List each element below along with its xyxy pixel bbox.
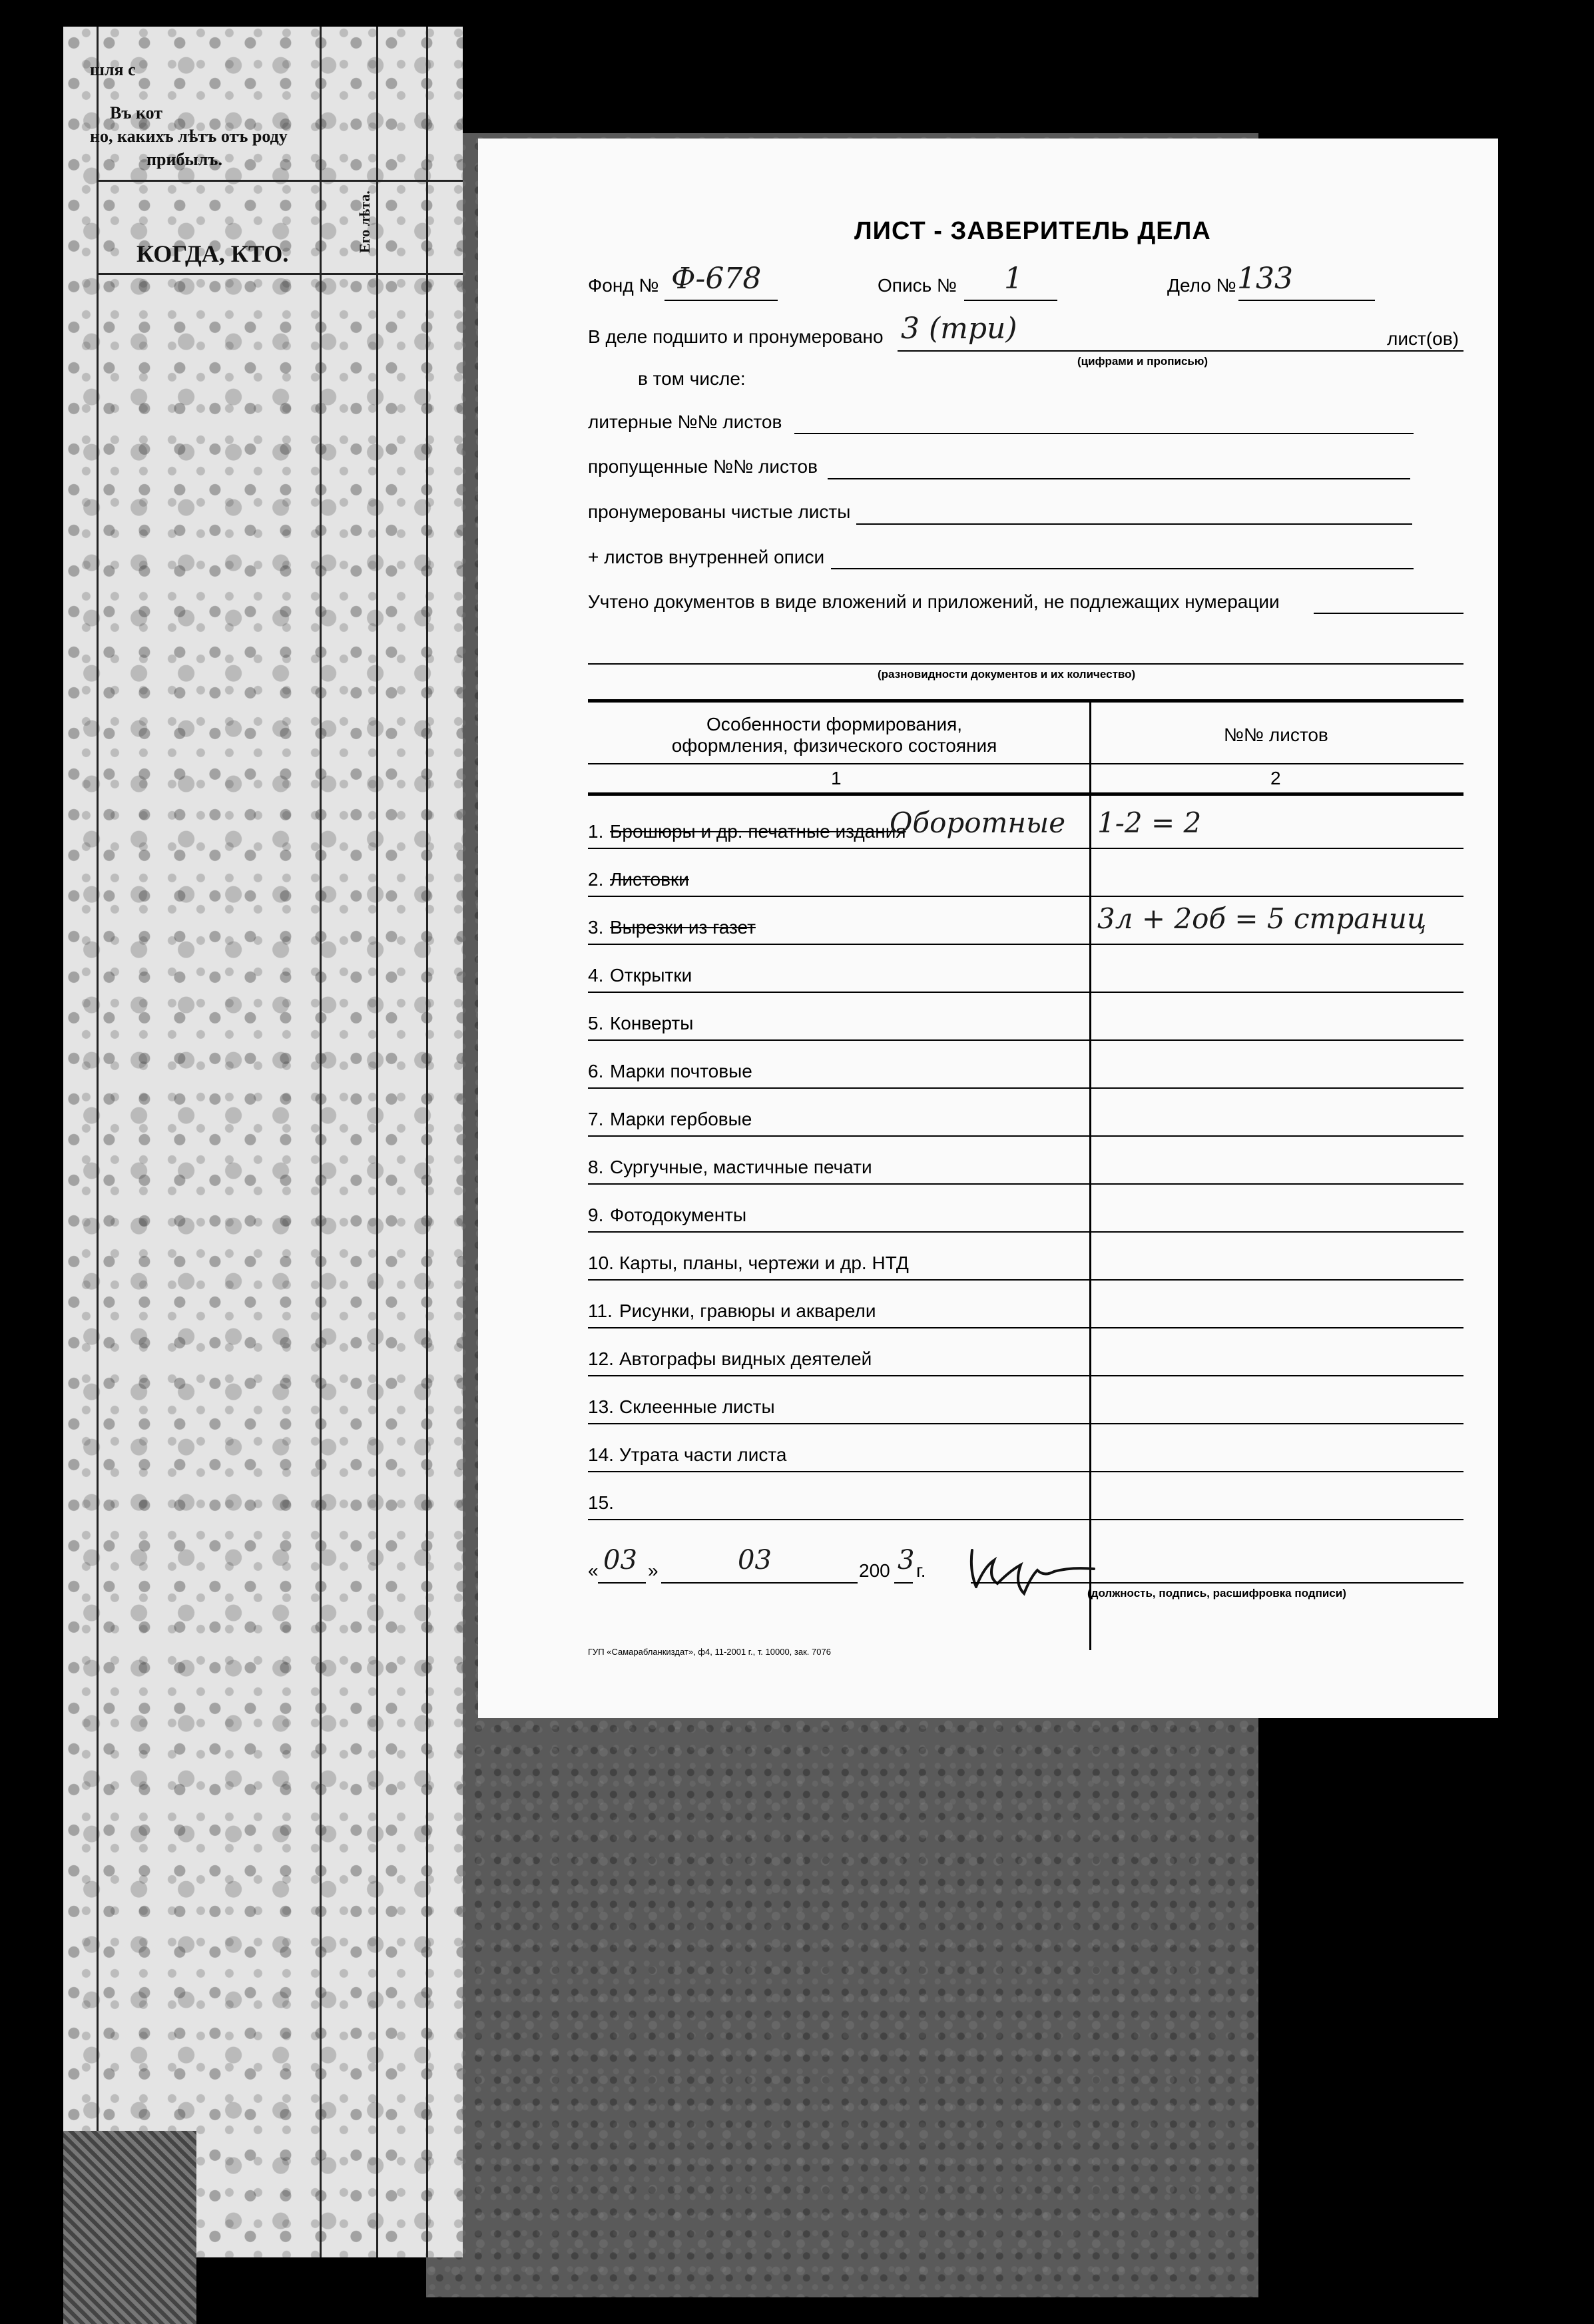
table-row-label: Марки почтовые bbox=[610, 1061, 752, 1081]
date-month: 03 bbox=[738, 1545, 772, 1576]
table-row-line bbox=[588, 896, 1463, 897]
signature-hint: (должность, подпись, расшифровка подписи) bbox=[1087, 1587, 1346, 1599]
old-ledger-page bbox=[63, 27, 463, 2257]
blank-label: пронумерованы чистые листы bbox=[588, 501, 851, 522]
table-row-line bbox=[588, 1423, 1463, 1424]
table-row-number: 8. bbox=[588, 1157, 604, 1177]
ledger-header-top: шля с bbox=[90, 60, 136, 79]
table-row-label: Листовки bbox=[610, 869, 689, 890]
table-row-number: 14. bbox=[588, 1444, 614, 1465]
inner-label: + листов внутренней описи bbox=[588, 547, 825, 567]
table-row-line bbox=[588, 1375, 1463, 1376]
date-year-suffix: г. bbox=[916, 1560, 926, 1581]
table-row-label: Склеенные листы bbox=[619, 1396, 775, 1417]
table-row-sheet-numbers: 1-2 = 2 bbox=[1097, 806, 1202, 839]
table-col1-num: 1 bbox=[831, 768, 842, 788]
ledger-col-age: Его лѣта. bbox=[356, 190, 373, 253]
table-row-line bbox=[588, 1519, 1463, 1520]
table-row-handwritten-note: Оборотные bbox=[890, 806, 1066, 839]
sewn-hint: (цифрами и прописью) bbox=[1077, 355, 1208, 368]
table-row-line bbox=[588, 1039, 1463, 1041]
table-row-label: Открытки bbox=[610, 965, 692, 986]
table-row-label: Брошюры и др. печатные издания bbox=[610, 821, 906, 842]
table-col2-num: 2 bbox=[1270, 768, 1281, 788]
table-row-number: 2. bbox=[588, 869, 604, 890]
table-row-label: Сургучные, мастичные печати bbox=[610, 1157, 872, 1177]
table-row-number: 11. bbox=[588, 1301, 613, 1321]
table-row-number: 7. bbox=[588, 1109, 604, 1129]
date-year-prefix: 200 bbox=[859, 1560, 890, 1581]
sheet-title: ЛИСТ - ЗАВЕРИТЕЛЬ ДЕЛА bbox=[854, 217, 1211, 245]
delo-value: 133 bbox=[1237, 262, 1293, 296]
date-year-digit: 3 bbox=[898, 1545, 915, 1576]
ledger-header-line3: прибылъ. bbox=[146, 150, 222, 169]
table-row-number: 15. bbox=[588, 1492, 614, 1513]
table-row-label: Вырезки из газет bbox=[610, 917, 756, 938]
ledger-header-line1: Въ кот bbox=[110, 103, 163, 123]
opis-label: Опись № bbox=[878, 275, 957, 296]
table-row-line bbox=[588, 1135, 1463, 1137]
table-row-line bbox=[588, 944, 1463, 945]
table-row-number: 4. bbox=[588, 965, 604, 986]
fond-value: Ф-678 bbox=[671, 262, 762, 296]
table-row-label: Фотодокументы bbox=[610, 1205, 747, 1225]
table-row-number: 3. bbox=[588, 917, 604, 938]
table-col2-header: №№ листов bbox=[1224, 725, 1328, 745]
table-row-label: Карты, планы, чертежи и др. НТД bbox=[619, 1253, 909, 1273]
table-row-number: 12. bbox=[588, 1348, 614, 1369]
binding-cloth bbox=[63, 2131, 196, 2324]
table-row-line bbox=[588, 1087, 1463, 1089]
table-row-number: 1. bbox=[588, 821, 604, 842]
accounted-label: Учтено документов в виде вложений и приложений, не подлежащих нумерации bbox=[588, 591, 1280, 612]
accounted-hint: (разновидности документов и их количество) bbox=[878, 668, 1136, 681]
table-row-number: 13. bbox=[588, 1396, 614, 1417]
table-row-line bbox=[588, 848, 1463, 849]
table-row-label: Конверты bbox=[610, 1013, 694, 1033]
ledger-header-line2: но, какихъ лѣтъ отъ роду bbox=[90, 127, 288, 146]
table-row-label: Автографы видных деятелей bbox=[619, 1348, 872, 1369]
table-row-label: Марки гербовые bbox=[610, 1109, 752, 1129]
table-row-number: 10. bbox=[588, 1253, 614, 1273]
table-row-sheet-numbers: 3л + 2об = 5 страниц bbox=[1097, 902, 1427, 935]
table-row-line bbox=[588, 1471, 1463, 1472]
date-close-quote: » bbox=[648, 1560, 659, 1581]
table-row-label: Рисунки, гравюры и акварели bbox=[619, 1301, 876, 1321]
opis-value: 1 bbox=[1004, 262, 1023, 296]
table-row-line bbox=[588, 1327, 1463, 1328]
fond-label: Фонд № bbox=[588, 275, 659, 296]
certification-sheet bbox=[478, 139, 1498, 1718]
table-col1-header: Особенности формирования, оформления, физического состояния bbox=[671, 714, 997, 756]
ledger-col-when: КОГДА, КТО. bbox=[136, 240, 289, 267]
table-row-line bbox=[588, 1183, 1463, 1185]
table-row-label: Утрата части листа bbox=[619, 1444, 787, 1465]
missed-label: пропущенные №№ листов bbox=[588, 456, 818, 477]
table-row-line bbox=[588, 992, 1463, 993]
including-label: в том числе: bbox=[638, 368, 746, 389]
table-row-number: 6. bbox=[588, 1061, 604, 1081]
date-open-quote: « bbox=[588, 1560, 599, 1581]
literal-label: литерные №№ листов bbox=[588, 412, 782, 432]
date-day: 03 bbox=[603, 1545, 637, 1576]
table-row-number: 5. bbox=[588, 1013, 604, 1033]
delo-label: Дело № bbox=[1167, 275, 1236, 296]
sewn-label: В деле подшито и пронумеровано bbox=[588, 326, 884, 347]
table-row-line bbox=[588, 1279, 1463, 1281]
sewn-suffix: лист(ов) bbox=[1387, 328, 1459, 349]
printer-imprint: ГУП «Самарабланкиздат», ф4, 11-2001 г., т. 10000, зак. 7076 bbox=[588, 1647, 831, 1657]
table-row-number: 9. bbox=[588, 1205, 604, 1225]
sewn-value: 3 (три) bbox=[901, 312, 1017, 346]
table-row-line bbox=[588, 1231, 1463, 1233]
